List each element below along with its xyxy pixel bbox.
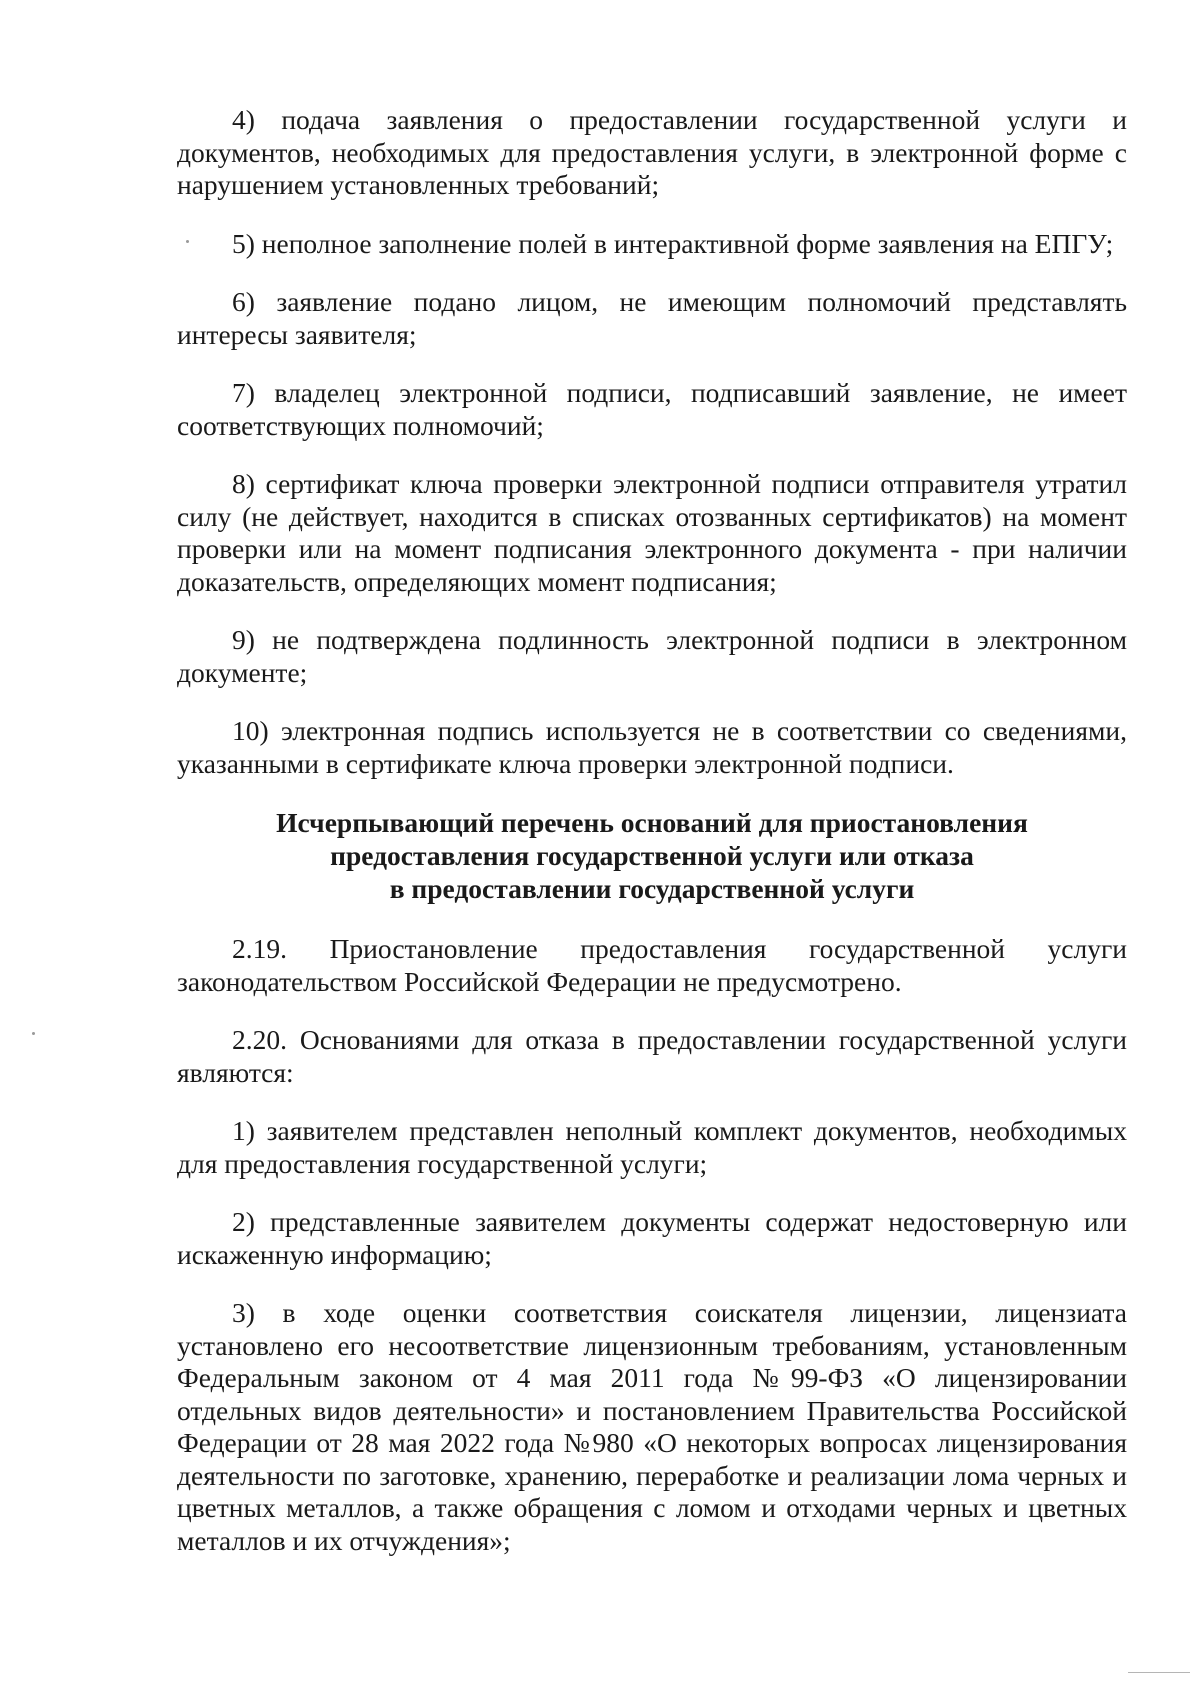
- document-body: [177, 104, 1127, 1583]
- list-item-7: 7) владелец электронной подписи, подписавший заявление, не имеет соответствующих полномочий;: [177, 377, 1127, 441]
- list-item-6: 6) заявление подано лицом, не имеющим полномочий представлять интересы заявителя;: [177, 286, 1127, 350]
- refusal-item-3: 3) в ходе оценки соответствия соискателя лицензии, лицензиата установлено его несоответствие лицензионным требованиям, установленным Федеральным законом от 4 мая 2011 года №99-ФЗ «О лицензировании отдельных видов деятельности» и постановлением Правительства Российской Федерации от 28 мая 2022 года №980 «О некоторых вопросах лицензирования деятельности по заготовке, хранению, переработке и реализации лома черных и цветных металлов, а также обращения с ломом и отходами черных и цветных металлов и их отчуждения»;: [177, 1297, 1127, 1556]
- section-heading-line: Исчерпывающий перечень оснований для приостановления: [276, 807, 1028, 838]
- section-heading-line: предоставления государственной услуги или отказа: [330, 840, 974, 871]
- section-heading-line: в предоставлении государственной услуги: [389, 873, 915, 904]
- clause-2-20: 2.20. Основаниями для отказа в предоставлении государственной услуги являются:: [177, 1024, 1127, 1088]
- section-heading: [177, 806, 1127, 905]
- refusal-item-2: 2) представленные заявителем документы содержат недостоверную или искаженную информацию;: [177, 1206, 1127, 1270]
- list-item-5: 5) неполное заполнение полей в интерактивной форме заявления на ЕПГУ;: [232, 227, 1114, 259]
- refusal-item-1: 1) заявителем представлен неполный комплект документов, необходимых для предоставления государственной услуги;: [177, 1115, 1127, 1179]
- list-item-10: 10) электронная подпись используется не в соответствии со сведениями, указанными в сертификате ключа проверки электронной подписи.: [177, 715, 1127, 779]
- list-item-9: 9) не подтверждена подлинность электронной подписи в электронном документе;: [177, 624, 1127, 688]
- scan-edge-mark: [1128, 1672, 1190, 1673]
- scan-speck: [32, 1032, 35, 1035]
- list-item-8: 8) сертификат ключа проверки электронной подписи отправителя утратил силу (не действует, находится в списках отозванных сертификатов) на момент проверки или на момент подписания электронного документа - при наличии доказательств, определяющих момент подписания;: [177, 468, 1127, 597]
- list-item-4: 4) подача заявления о предоставлении государственной услуги и документов, необходимых для предоставления услуги, в электронной форме с нарушением установленных требований;: [177, 104, 1127, 200]
- clause-2-19: 2.19. Приостановление предоставления государственной услуги законодательством Российской Федерации не предусмотрено.: [177, 933, 1127, 997]
